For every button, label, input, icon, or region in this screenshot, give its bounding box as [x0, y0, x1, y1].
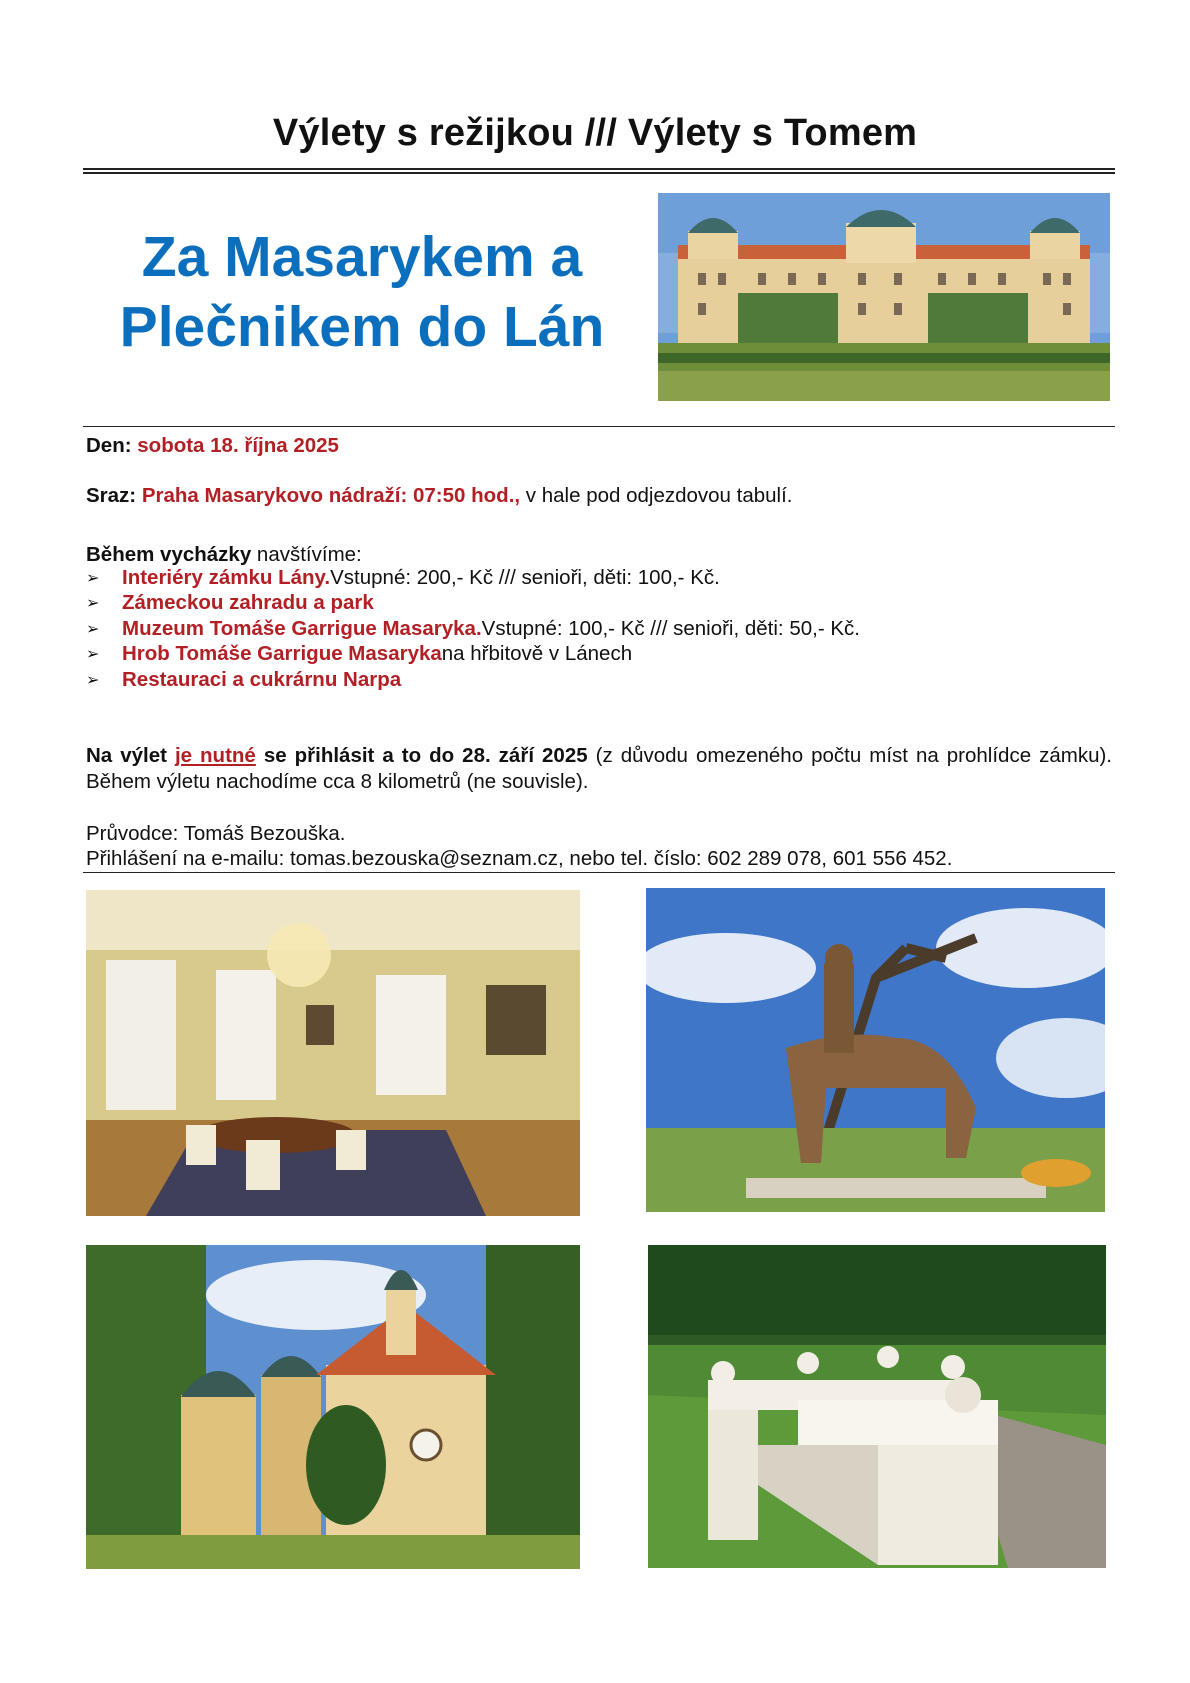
list-item-name: Interiéry zámku Lány.: [122, 565, 331, 589]
masaryk-horse-statue-photo: [646, 888, 1105, 1212]
list-item-name: Muzeum Tomáše Garrigue Masaryka.: [122, 616, 482, 640]
list-item: [86, 667, 860, 693]
registration-rest: (z důvodu omezeného počtu míst na prohlídce zámku). Během výletu nachodíme cca 8 kilometrů (ne souvisle).: [86, 744, 1113, 793]
header-double-rule: [83, 168, 1115, 174]
chateau-lany-photo: [658, 193, 1110, 401]
contact-line: Přihlášení na e-mailu: tomas.bezouska@seznam.cz, nebo tel. číslo: 602 289 078, 601 556 452.: [86, 847, 953, 870]
section-rule-top: [83, 426, 1115, 427]
list-item-name: Zámeckou zahradu a park: [122, 591, 374, 615]
list-item: [86, 565, 860, 591]
day-label: Den:: [86, 434, 132, 457]
list-item-detail: Vstupné: 200,- Kč /// senioři, děti: 100,- Kč.: [330, 565, 720, 589]
list-item: [86, 642, 860, 668]
chateau-and-church-photo: [86, 1245, 580, 1569]
list-item: [86, 591, 860, 617]
list-item: [86, 616, 860, 642]
day-line: [86, 434, 339, 458]
arrow-bullet-icon: ➢: [86, 646, 100, 664]
trip-title-line-1: Za Masarykem a: [141, 225, 583, 289]
list-item-detail: na hřbitově v Lánech: [441, 642, 633, 666]
arrow-bullet-icon: ➢: [86, 595, 100, 613]
guide-line: Průvodce: Tomáš Bezouška.: [86, 822, 346, 845]
visit-intro-bold: Během vycházky: [86, 543, 252, 566]
registration-part1: Na výlet: [86, 744, 175, 767]
meeting-rest: v hale pod odjezdovou tabulí.: [520, 484, 793, 507]
trip-title: [82, 222, 642, 362]
arrow-bullet-icon: ➢: [86, 569, 100, 587]
chateau-interior-photo: [86, 890, 580, 1216]
meeting-value: Praha Masarykovo nádraží: 07:50 hod.,: [141, 484, 521, 507]
section-rule-bottom: [83, 872, 1115, 873]
list-item-name: Restauraci a cukrárnu Narpa: [122, 667, 402, 691]
registration-paragraph: [86, 743, 1112, 795]
visit-intro: [86, 543, 362, 567]
arrow-bullet-icon: ➢: [86, 620, 100, 638]
visit-intro-rest: navštívíme:: [251, 543, 362, 566]
trip-title-line-2: Plečnikem do Lán: [119, 295, 605, 359]
day-value: sobota 18. října 2025: [137, 434, 339, 457]
list-item-detail: Vstupné: 100,- Kč /// senioři, děti: 50,- Kč.: [481, 616, 860, 640]
page-header-title: Výlety s režijkou /// Výlety s Tomem: [272, 112, 918, 154]
plecnik-bridge-photo: [648, 1245, 1106, 1568]
registration-deadline: se přihlásit a to do 28. září 2025: [255, 744, 588, 767]
meeting-line: [86, 484, 793, 508]
arrow-bullet-icon: ➢: [86, 671, 100, 689]
list-item-name: Hrob Tomáše Garrigue Masaryka: [122, 642, 442, 666]
registration-required: je nutné: [174, 744, 256, 767]
meeting-label: Sraz:: [86, 484, 137, 507]
visit-list: [86, 565, 860, 693]
